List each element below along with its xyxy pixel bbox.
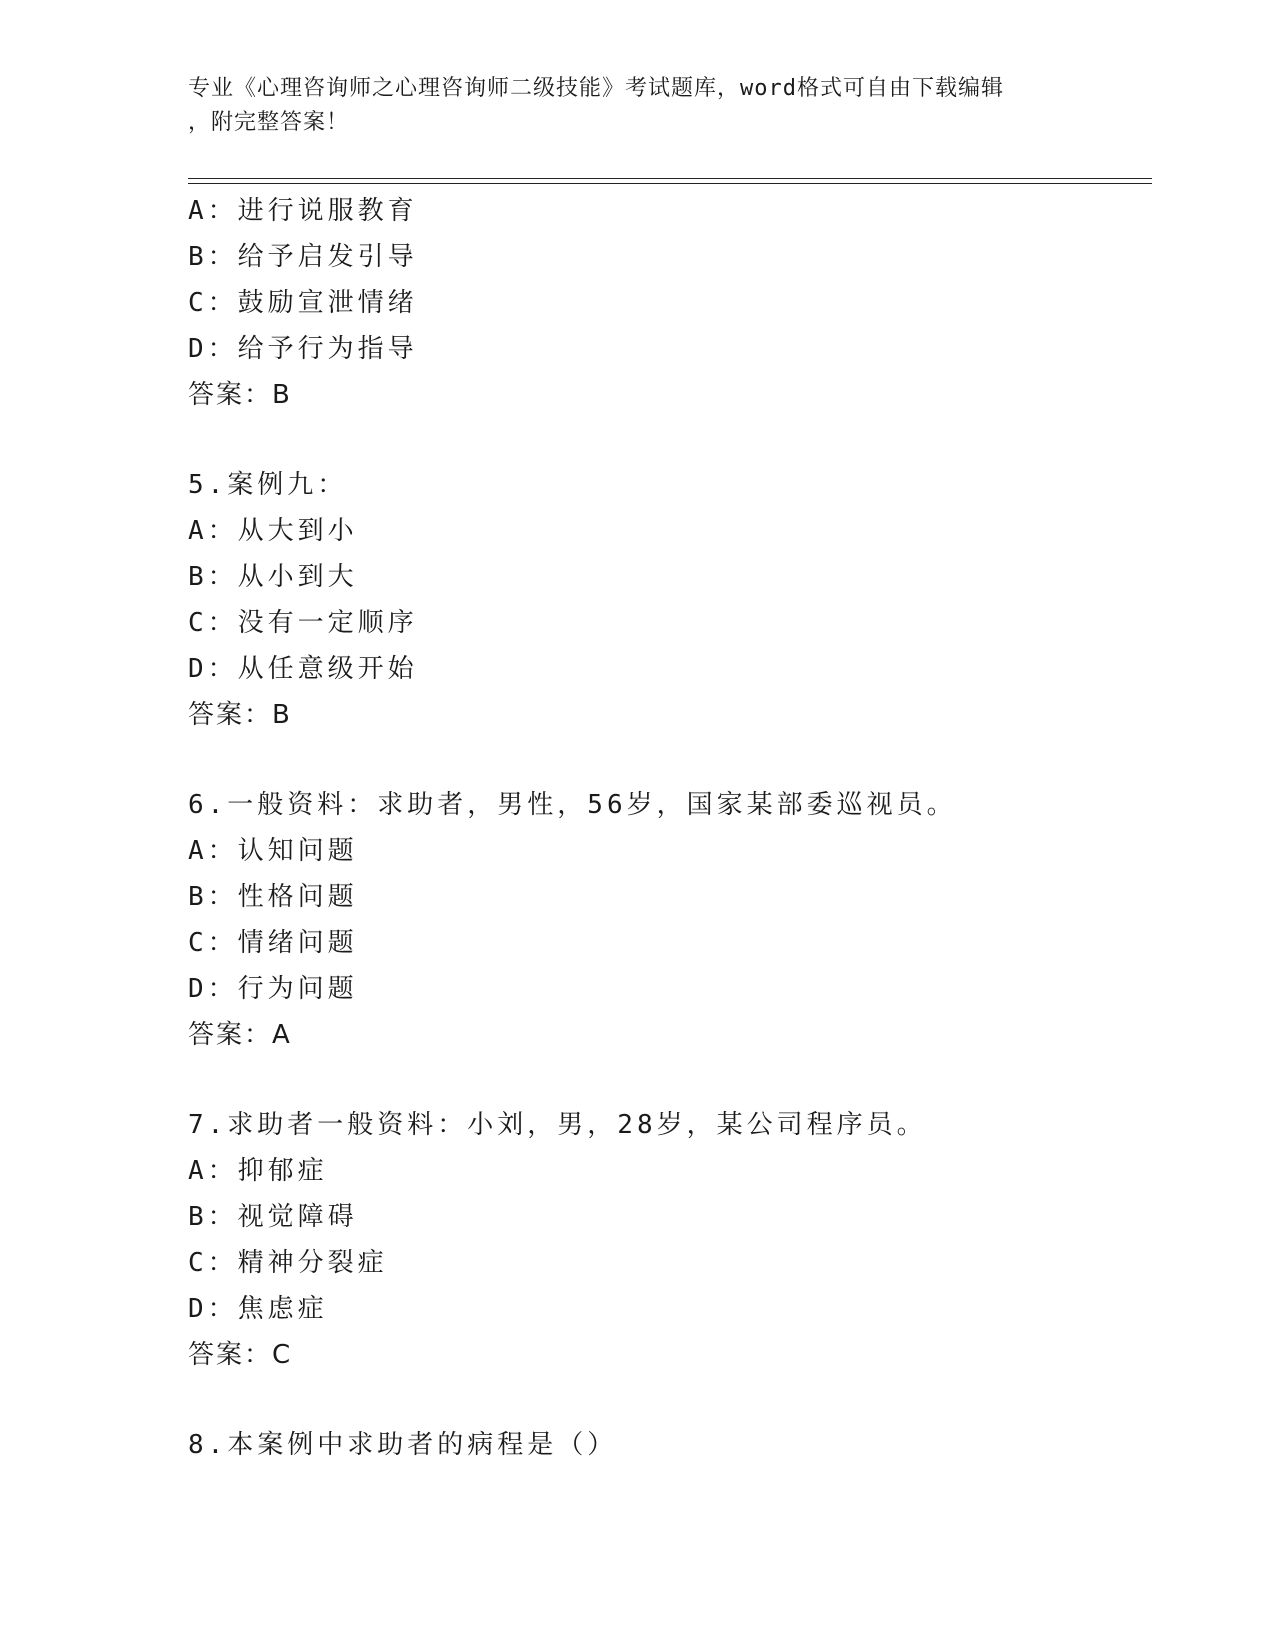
answer-line: 答案：A [188,1020,292,1050]
header-line-1: 专业《心理咨询师之心理咨询师二级技能》考试题库，word格式可自由下载编辑 [188,76,1004,101]
document-header [188,72,1088,140]
question-stem: 8.本案例中求助者的病程是（） [188,1430,618,1460]
option-b: B：性格问题 [188,882,358,912]
option-b: B：给予启发引导 [188,242,418,272]
question-4 [188,188,1152,418]
option-a: A：从大到小 [188,516,358,546]
question-stem: 5.案例九： [188,470,348,500]
answer-line: 答案：B [188,700,292,730]
option-a: A：抑郁症 [188,1156,328,1186]
question-list [188,188,1152,1468]
answer-line: 答案：B [188,380,292,410]
header-line-2: ，附完整答案！ [188,110,350,135]
option-d: D：行为问题 [188,974,358,1004]
question-7 [188,1102,1152,1378]
option-d: D：从任意级开始 [188,654,418,684]
answer-line: 答案：C [188,1340,293,1370]
option-b: B：视觉障碍 [188,1202,358,1232]
option-a: A：认知问题 [188,836,358,866]
option-c: C：鼓励宣泄情绪 [188,288,418,318]
option-d: D：给予行为指导 [188,334,418,364]
header-divider [188,178,1152,184]
option-d: D：焦虑症 [188,1294,328,1324]
question-8 [188,1422,1152,1468]
option-b: B：从小到大 [188,562,358,592]
option-c: C：没有一定顺序 [188,608,418,638]
question-6 [188,782,1152,1058]
option-a: A：进行说服教育 [188,196,418,226]
question-5 [188,462,1152,738]
question-stem: 6.一般资料：求助者，男性，56岁，国家某部委巡视员。 [188,790,957,820]
option-c: C：精神分裂症 [188,1248,388,1278]
option-c: C：情绪问题 [188,928,358,958]
question-stem: 7.求助者一般资料：小刘，男，28岁，某公司程序员。 [188,1110,927,1140]
